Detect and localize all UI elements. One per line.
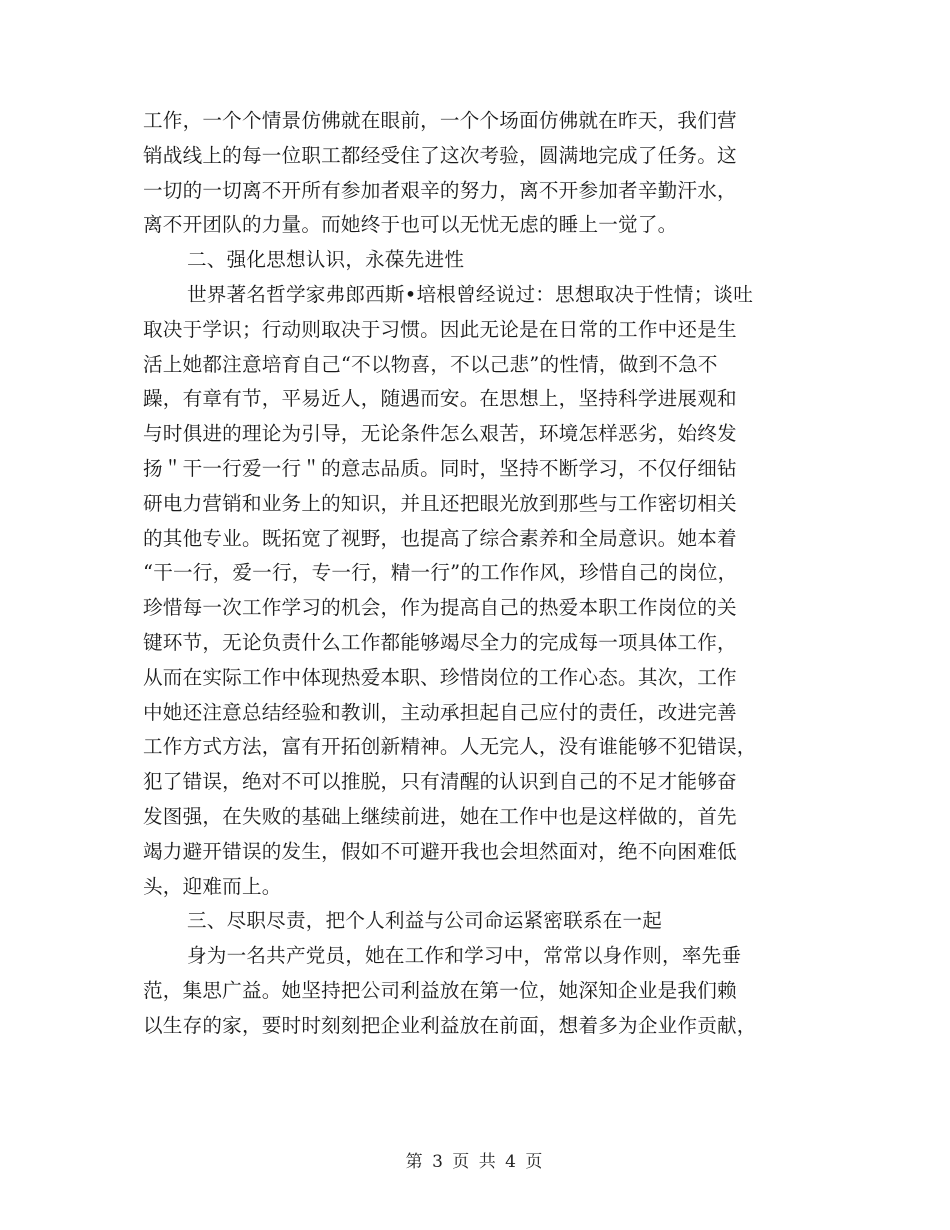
text-line: 研电力营销和业务上的知识，并且还把眼光放到那些与工作密切相关	[143, 491, 737, 515]
text-line: 以生存的家，要时时刻刻把企业利益放在前面，想着多为企业作贡献，	[143, 1013, 757, 1037]
text-line: 二、强化思想认识，永葆先进性	[187, 248, 465, 272]
text-line: 工作，一个个情景仿佛就在眼前，一个个场面仿佛就在昨天，我们营	[143, 109, 737, 132]
text-line: 扬＂干一行爱一行＂的意志品质。同时，坚持不断学习，不仅仔细钻	[143, 456, 737, 480]
document-body	[143, 104, 808, 1044]
text-line: 键环节，无论负责什么工作都能够竭尽全力的完成每一项具体工作，	[143, 630, 737, 654]
text-line: 的其他专业。既拓宽了视野，也提高了综合素养和全局意识。她本着	[143, 526, 737, 550]
text-line: 中她还注意总结经验和教训，主动承担起自己应付的责任，改进完善	[143, 700, 737, 724]
text-line: 离不开团队的力量。而她终于也可以无忧无虑的睡上一觉了。	[143, 213, 678, 237]
text-line: 从而在实际工作中体现热爱本职、珍惜岗位的工作心态。其次，工作	[143, 665, 737, 689]
text-line: 与时俱进的理论为引导，无论条件怎么艰苦，环境怎样恶劣，始终发	[143, 422, 737, 446]
text-line: 销战线上的每一位职工都经受住了这次考验，圆满地完成了任务。这	[143, 143, 737, 167]
text-line: 工作方式方法，富有开拓创新精神。人无完人，没有谁能够不犯错误，	[143, 735, 757, 759]
text-line: 躁，有章有节，平易近人，随遇而安。在思想上，坚持科学进展观和	[143, 387, 737, 411]
text-line: 发图强，在失败的基础上继续前进，她在工作中也是这样做的，首先	[143, 804, 737, 828]
text-line: 活上她都注意培育自己“不以物喜，不以己悲”的性情，做到不急不	[143, 352, 718, 376]
text-line: 三、尽职尽责，把个人利益与公司命运紧密联系在一起	[187, 909, 663, 933]
text-line: 犯了错误，绝对不可以推脱，只有清醒的认识到自己的不足才能够奋	[143, 770, 737, 794]
text-line: 身为一名共产党员，她在工作和学习中，常常以身作则，率先垂	[187, 944, 742, 968]
text-line: 头，迎难而上。	[143, 874, 282, 898]
page-footer: 第 3 页 共 4 页	[405, 1152, 545, 1172]
text-line: 范，集思广益。她坚持把公司利益放在第一位，她深知企业是我们赖	[143, 978, 737, 1002]
text-line: 世界著名哲学家弗郎西斯•培根曾经说过：思想取决于性情；谈吐	[187, 282, 753, 306]
text-line: “干一行，爱一行，专一行，精一行”的工作作风，珍惜自己的岗位，	[143, 561, 738, 585]
text-line: 一切的一切离不开所有参加者艰辛的努力，离不开参加者辛勤汗水，	[143, 178, 737, 202]
text-line: 取决于学识；行动则取决于习惯。因此无论是在日常的工作中还是生	[143, 317, 737, 341]
text-line: 珍惜每一次工作学习的机会，作为提高自己的热爱本职工作岗位的关	[143, 596, 737, 620]
text-line: 竭力避开错误的发生，假如不可避开我也会坦然面对，绝不向困难低	[143, 839, 737, 863]
